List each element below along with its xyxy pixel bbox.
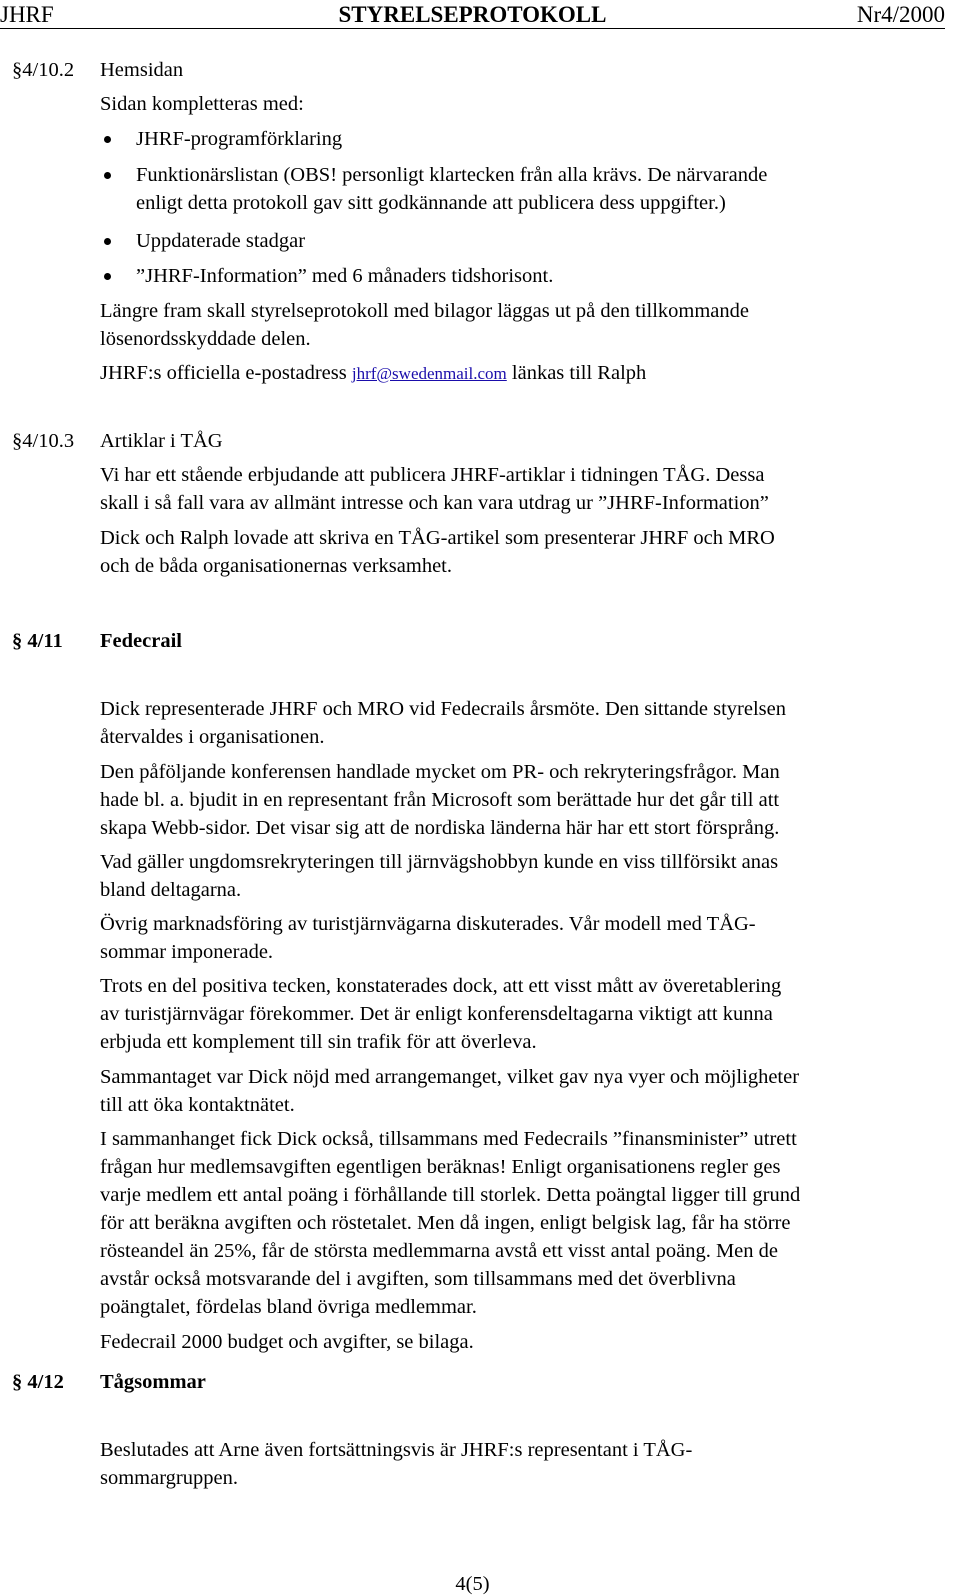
section-number: 4/11 [27,630,63,652]
section-title: Artiklar i TÅG [100,430,223,452]
paragraph-line: Övrig marknadsföring av turistjärnvägarna diskuterades. Vår modell med TÅG- [100,913,756,935]
section-heading-4-10-3 [12,427,74,455]
section-heading-4-10-2 [12,56,74,84]
paragraph-line: sommargruppen. [100,1467,238,1489]
paragraph-line: Längre fram skall styrelseprotokoll med bilagor läggas ut på den tillkommande [100,300,749,322]
section-symbol: § [12,1371,23,1393]
paragraph-line: avstår också motsvarande del i avgiften, som tillsammans med det överblivna [100,1268,736,1290]
paragraph-line: Dick representerade JHRF och MRO vid Fedecrails årsmöte. Den sittande styrelsen [100,698,786,720]
section-symbol: § [12,59,23,81]
paragraph-line: erbjuda ett komplement till sin trafik för att överleva. [100,1031,537,1053]
paragraph-line: Sammantaget var Dick nöjd med arrangemanget, vilket gav nya vyer och möjligheter [100,1066,800,1088]
paragraph-line: Den påföljande konferensen handlade mycket om PR- och rekryteringsfrågor. Man [100,761,780,783]
bullet-item: JHRF-programförklaring [136,128,343,150]
section-number: 4/10.2 [22,59,75,81]
paragraph-line: I sammanhanget fick Dick också, tillsammans med Fedecrails ”finansminister” utrett [100,1128,797,1150]
section-number: 4/10.3 [22,430,75,452]
paragraph-line: poängtalet, fördelas bland övriga medlemmar. [100,1296,477,1318]
bullet-dot [104,238,111,245]
bullet-dot [104,172,111,179]
paragraph-line: för att beräkna avgiften och röstetalet. Men då ingen, enligt belgisk lag, får ha större [100,1212,791,1234]
paragraph-line: hade bl. a. bjudit in en representant från Microsoft som berättade hur det går till att [100,789,780,811]
bullet-item: Funktionärslistan (OBS! personligt klartecken från alla krävs. De närvarande [136,164,768,186]
section-heading-4-12 [12,1368,64,1396]
paragraph-line: till att öka kontaktnätet. [100,1094,295,1116]
paragraph-line: Vi har ett stående erbjudande att publicera JHRF-artiklar i tidningen TÅG. Dessa [100,464,765,486]
paragraph-line: rösteandel än 25%, får de största medlemmarna avstå ett visst antal poäng. Men de [100,1240,778,1262]
paragraph-line: Fedecrail 2000 budget och avgifter, se bilaga. [100,1331,474,1353]
paragraph-line: av turistjärnvägar förekommer. Det är enligt konferensdeltagarna viktigt att kunna [100,1003,773,1025]
paragraph-line: frågan hur medlemsavgiften egentligen beräknas! Enligt organisationens regler ges [100,1156,781,1178]
section-symbol: § [12,430,23,452]
email-suffix: länkas till Ralph [506,362,647,384]
paragraph-line: Trots en del positiva tecken, konstaterades dock, att ett visst mått av överetablering [100,975,782,997]
bullet-dot [104,273,111,280]
paragraph-line: varje medlem ett antal poäng i förhållande till storlek. Detta poängtal ligger till grund [100,1184,801,1206]
section-title: Fedecrail [100,630,182,652]
email-prefix: JHRF:s officiella e-postadress [100,362,352,384]
section-number: 4/12 [27,1371,64,1393]
paragraph-line: skapa Webb-sidor. Det visar sig att de nordiska länderna här har ett stort försprång. [100,817,780,839]
header-number: Nr4/2000 [856,2,945,27]
section-title: Tågsommar [100,1371,206,1393]
paragraph-line: sommar imponerade. [100,941,274,963]
header-title: STYRELSEPROTOKOLL [338,2,607,27]
page-header [0,2,945,29]
bullet-item: ”JHRF-Information” med 6 månaders tidshorisont. [136,265,554,287]
paragraph-line: lösenordsskyddade delen. [100,328,311,350]
section-title: Hemsidan [100,59,184,81]
paragraph-line: Dick och Ralph lovade att skriva en TÅG-artikel som presenterar JHRF och MRO [100,527,775,549]
paragraph-line: Vad gäller ungdomsrekryteringen till järnvägshobbyn kunde en viss tillförsikt anas [100,851,779,873]
paragraph-line: bland deltagarna. [100,879,242,901]
section-symbol: § [12,630,23,652]
section-intro: Sidan kompletteras med: [100,93,304,115]
header-org: JHRF [0,2,54,27]
bullet-item-continuation: enligt detta protokoll gav sitt godkännande att publicera dess uppgifter.) [136,192,726,214]
paragraph-line: och de båda organisationernas verksamhet. [100,555,452,577]
paragraph-line: återvaldes i organisationen. [100,726,325,748]
paragraph-line: skall i så fall vara av allmänt intresse och kan vara utdrag ur ”JHRF-Information” [100,492,769,514]
bullet-item: Uppdaterade stadgar [136,230,306,252]
section-heading-4-11 [12,627,63,655]
email-paragraph [100,359,646,388]
page-number: 4(5) [455,1573,490,1595]
bullet-dot [104,136,111,143]
paragraph-line: Beslutades att Arne även fortsättningsvis är JHRF:s representant i TÅG- [100,1439,693,1461]
email-link[interactable]: jhrf@swedenmail.com [351,364,507,383]
